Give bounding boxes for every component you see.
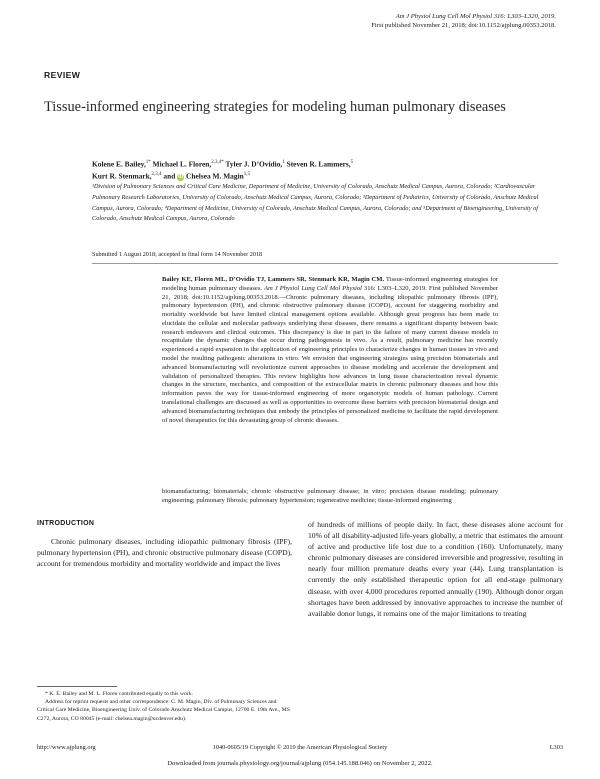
abstract-citation-authors: Bailey KE, Floren ML, D’Ovidio TJ, Lammers SR, Stenmark KR, Magin CM. (162, 276, 385, 283)
section-heading: INTRODUCTION (37, 520, 95, 527)
affiliations: ¹Division of Pulmonary Sciences and Critical Care Medicine, Department of Medicine, University of Colorado, Anschutz Medical Campus, Aurora, Colorado; ²Cardiovascular Pulmonary Research Laboratories, University of Colorado, Anschutz Medical Campus, Aurora, Colorado; ³Department of Pediatrics, University of Colorado, Anschutz Medical Campus, Aurora, Colorado; ⁴Department of Medicine, University of Colorado, Anschutz Medical Campus, Aurora, Colorado; and ⁵Department of Bioengineering, University of Colorado, Anschutz Medical Campus, Aurora, Colorado (92, 183, 539, 223)
journal-url-link[interactable]: http://www.ajplung.org (37, 744, 96, 751)
keywords: biomanufacturing; biomaterials; chronic obstructive pulmonary disease; in vitro; precision disease modeling; pulmonary engineering; pulmonary fibrosis; pulmonary hypertension; regenerative medicine; tissue-informed engineering (162, 488, 498, 504)
footnote-correspondence: Address for reprint requests and other correspondence: C. M. Magin, Div. of Pulmonary Sciences and Critical Care Medicine, Bioengineering Univ. of Colorado Anschutz Medical Campus, 12700 E. 19th Ave., MS C272, Aurora, CO 80045 (e-mail: chelsea.magin@ucdenver.edu). (37, 699, 290, 722)
author-name[interactable]: Chelsea M. Magin (186, 171, 244, 181)
journal-header (371, 12, 556, 30)
author-name[interactable]: Tyler J. D’Ovidio, (225, 159, 283, 169)
copyright-notice: 1040-0605/19 Copyright © 2019 the American Physiological Society (212, 744, 388, 751)
author-affiliation-mark: 2,3,4 (151, 172, 162, 178)
orcid-icon[interactable]: iD (178, 173, 184, 180)
author-name[interactable]: Kolene E. Bailey, (92, 159, 146, 169)
footnote-divider (37, 686, 117, 687)
author-affiliation-mark: 1 (282, 160, 285, 165)
submission-dates: Submitted 1 August 2018; accepted in final form 14 November 2018 (92, 251, 263, 258)
page-number: L303 (549, 744, 563, 751)
divider (92, 263, 558, 264)
intro-paragraph-left: Chronic pulmonary diseases, including idiopathic pulmonary fibrosis (IPF), pulmonary hypertension (PH), and chronic obstructive pulmonary disease (COPD), account for tremendous morbidity and mortality worldwide and impact the lives (37, 537, 292, 569)
author-affiliation-mark: 1,5 (243, 172, 250, 178)
published-line: First published November 21, 2018; doi:10.1152/ajplung.00353.2018. (371, 22, 556, 29)
section-label: REVIEW (44, 70, 81, 80)
footnote-equal-contribution: * K. E. Bailey and M. L. Floren contributed equally to this work. (45, 691, 194, 697)
download-notice: Downloaded from journals.physiology.org/journal/ajplung (054.145.188.046) on November 2, 2022. (167, 760, 433, 767)
author-name[interactable]: Steven R. Lammers, (286, 159, 351, 169)
abstract-citation-title: Tissue-informed engineering strategies for modeling human pulmonary diseases. (162, 276, 498, 292)
author-name[interactable]: Kurt R. Stenmark, (92, 171, 152, 181)
abstract-journal: Am J Physiol Lung Cell Mol Physiol (264, 284, 362, 292)
journal-citation: Am J Physiol Lung Cell Mol Physiol 316: L303–L320, 2019. (395, 13, 556, 20)
author-name[interactable]: Michael L. Floren, (152, 159, 212, 169)
abstract-body: 316: L303–L320, 2019. First published November 21, 2018; doi:10.1152/ajplung.00353.2018.—Chronic pulmonary diseases, including idiopathic pulmonary fibrosis (IPF), pulmonary hypertension (PH), and chronic obstructive pulmonary disease (COPD), account for staggering morbidity and mortality worldwide but have limited clinical management options available. Although great progress has been made to elucidate the cellular and molecular pathways underlying these diseases, there remains a significant disparity between basic research endeavors and clinical outcomes. This discrepancy is due in part to the failure of many current disease models to recapitulate the dynamic changes that occur during pathogenesis in vivo. As a result, pulmonary medicine has recently experienced a rapid expansion in the application of engineering principles to characterize changes in human tissues in vivo and model the resulting pathogenic alterations in vitro. We envision that engineering strategies using precision biomaterials and advanced biomanufacturing will revolutionize current approaches to disease modeling and accelerate the development and validation of personalized therapies. This review highlights how advances in lung tissue characterization reveal dynamic changes in the structure, mechanics, and composition of the extracellular matrix in chronic pulmonary diseases and how this information paves the way for tissue-informed engineering of more organotypic models of human pathology. Current translational challenges are discussed as well as opportunities to overcome these barriers with precision biomaterial design and advanced biomanufacturing techniques that embody the principles of personalized medicine to facilitate the rapid development of novel therapeutics for this devastating group of chronic diseases. (162, 284, 498, 424)
author-list (92, 157, 562, 182)
author-affiliation-mark: 2,3,4* (211, 160, 224, 165)
footnotes (37, 690, 292, 723)
abstract (162, 276, 498, 425)
author-conjunction: and (163, 171, 176, 181)
author-affiliation-mark: 5 (350, 160, 354, 165)
author-affiliation-mark: 1* (145, 160, 151, 165)
article-title: Tissue-informed engineering strategies for modeling human pulmonary diseases (44, 99, 506, 115)
intro-paragraph-right: of hundreds of millions of people daily. In fact, these diseases alone account for 10% of all disability-adjusted life-years globally, a metric that estimates the amount of active and productive life lost due to a condition (160). Unfortunately, many chronic pulmonary diseases are considered irreversible and progressive, resulting in nearly four million premature deaths every year (44). Lung transplantation is currently the only established therapeutic option for all end-stage pulmonary disease, with over 4,000 procedures reported annually (190). Although donor organ shortages have been addressed by innovative approaches to increase the number of available donor lungs, it remains one of the major limitations to treating (308, 520, 563, 618)
